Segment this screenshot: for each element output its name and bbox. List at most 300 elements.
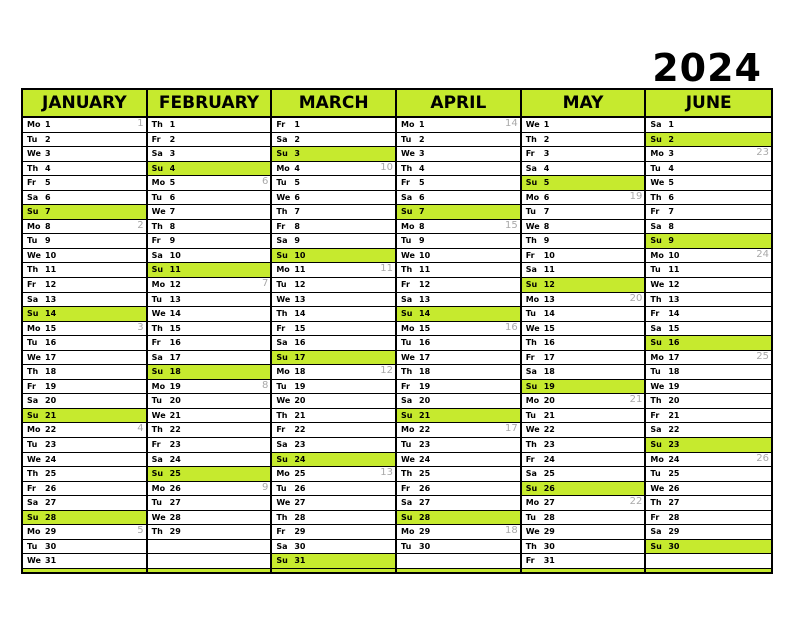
day-number: 13	[419, 294, 431, 304]
day-row	[272, 554, 395, 569]
day-row	[646, 394, 771, 409]
weekday-label: Fr	[525, 149, 535, 159]
day-number: 4	[419, 163, 425, 173]
day-number: 12	[419, 280, 431, 290]
week-number: 20	[629, 292, 643, 304]
day-number: 16	[169, 338, 181, 348]
weekday-label: Tu	[151, 294, 162, 304]
weekday-label: Su	[650, 134, 662, 144]
day-number: 17	[419, 352, 431, 362]
day-row	[272, 162, 395, 177]
day-row	[148, 423, 271, 438]
day-number: 8	[668, 221, 674, 231]
day-row	[23, 482, 146, 497]
week-number: 18	[504, 525, 518, 537]
day-row	[397, 525, 520, 540]
weekday-label: Tu	[151, 192, 162, 202]
day-number: 8	[419, 221, 425, 231]
day-number: 31	[45, 556, 57, 566]
weekday-label: We	[27, 149, 41, 159]
day-row	[23, 234, 146, 249]
day-number: 26	[668, 483, 680, 493]
month-header: MARCH	[272, 90, 395, 118]
day-number: 11	[169, 265, 181, 275]
day-number: 4	[45, 163, 51, 173]
day-number: 30	[668, 541, 680, 551]
day-row	[272, 118, 395, 133]
weekday-label: Tu	[401, 134, 412, 144]
day-row	[397, 467, 520, 482]
day-row	[272, 438, 395, 453]
day-row	[23, 467, 146, 482]
weekday-label: Mo	[27, 425, 41, 435]
weekday-label: Tu	[650, 367, 661, 377]
day-row	[522, 162, 645, 177]
weekday-label: Fr	[276, 425, 286, 435]
day-number: 1	[543, 120, 550, 129]
weekday-label: Tu	[525, 309, 536, 319]
day-number: 15	[294, 323, 306, 333]
weekday-label: We	[151, 410, 166, 420]
weekday-label: We	[525, 425, 540, 435]
day-number: 26	[543, 483, 555, 493]
weekday-label: Mo	[401, 221, 415, 231]
weekday-label: Mo	[401, 120, 415, 129]
day-row	[397, 423, 520, 438]
week-number: 5	[137, 525, 144, 537]
weekday-label: Fr	[650, 512, 660, 522]
day-row	[148, 162, 271, 177]
bottom-band	[646, 569, 771, 572]
day-row	[148, 278, 271, 293]
week-number: 23	[756, 147, 770, 159]
day-row	[646, 205, 771, 220]
week-number: 17	[504, 423, 518, 435]
day-number: 24	[668, 454, 680, 464]
day-number: 31	[543, 556, 555, 566]
day-row	[148, 365, 271, 380]
weekday-label: Sa	[525, 265, 537, 275]
weekday-label: Sa	[27, 396, 39, 406]
weekday-label: Fr	[401, 381, 410, 391]
day-number: 13	[543, 294, 555, 304]
day-number: 2	[169, 134, 176, 144]
day-row	[646, 234, 771, 249]
day-row	[23, 278, 146, 293]
weekday-label: Fr	[525, 454, 535, 464]
day-row	[272, 176, 395, 191]
day-number: 25	[294, 469, 306, 479]
month-header: JUNE	[646, 90, 771, 118]
weekday-label: Mo	[27, 221, 41, 231]
day-row	[272, 133, 395, 148]
weekday-label: Th	[151, 425, 163, 435]
weekday-label: Su	[27, 512, 39, 522]
day-row	[272, 525, 395, 540]
weekday-label: Fr	[401, 178, 410, 188]
day-number: 17	[45, 352, 57, 362]
weekday-label: Mo	[276, 469, 290, 479]
day-number: 18	[169, 367, 181, 377]
day-number: 2	[45, 134, 51, 144]
day-number: 14	[169, 309, 181, 319]
weekday-label: Tu	[151, 396, 162, 406]
day-row	[397, 540, 520, 555]
weekday-label: Th	[27, 367, 39, 377]
day-row	[23, 380, 146, 395]
day-number: 9	[419, 236, 425, 246]
weekday-label: Sa	[650, 120, 662, 129]
day-row	[397, 511, 520, 526]
weekday-label: Tu	[27, 134, 38, 144]
day-number: 10	[419, 250, 431, 260]
weekday-label: Su	[151, 469, 164, 479]
weekday-label: Su	[276, 556, 288, 566]
weekday-label: Su	[401, 410, 413, 420]
day-number: 14	[45, 309, 57, 319]
weekday-label: We	[650, 280, 665, 290]
day-number: 6	[668, 192, 674, 202]
weekday-label: Sa	[276, 541, 288, 551]
day-row	[646, 380, 771, 395]
day-row	[272, 453, 395, 468]
weekday-label: We	[525, 120, 540, 129]
day-number: 9	[668, 236, 674, 246]
weekday-label: Su	[525, 178, 538, 188]
week-number: 12	[380, 365, 394, 377]
day-row	[23, 293, 146, 308]
day-row	[397, 263, 520, 278]
day-row	[646, 176, 771, 191]
day-number: 29	[668, 527, 680, 537]
weekday-label: We	[151, 512, 166, 522]
day-row	[522, 394, 645, 409]
weekday-label: Sa	[401, 498, 413, 508]
day-number: 17	[668, 352, 680, 362]
day-row	[646, 263, 771, 278]
day-number: 16	[419, 338, 431, 348]
weekday-label: Su	[27, 207, 39, 217]
day-row	[397, 234, 520, 249]
day-row	[522, 482, 645, 497]
day-number: 21	[543, 410, 555, 420]
weekday-label: Th	[650, 396, 662, 406]
day-row	[397, 133, 520, 148]
month-header: APRIL	[397, 90, 520, 118]
day-number: 12	[294, 280, 306, 290]
weekday-label: Th	[650, 294, 662, 304]
weekday-label: Th	[525, 541, 537, 551]
day-number: 25	[419, 469, 431, 479]
weekday-label: Tu	[151, 498, 162, 508]
day-row	[272, 496, 395, 511]
weekday-label: Su	[525, 483, 538, 493]
day-row	[522, 205, 645, 220]
day-number: 15	[169, 323, 181, 333]
weekday-label: Mo	[525, 192, 540, 202]
day-row	[148, 234, 271, 249]
day-number: 18	[668, 367, 680, 377]
day-row	[397, 380, 520, 395]
day-number: 28	[543, 512, 555, 522]
empty-row	[148, 540, 271, 555]
weekday-label: Fr	[650, 309, 660, 319]
weekday-label: Fr	[27, 280, 36, 290]
day-row	[522, 133, 645, 148]
day-row	[23, 249, 146, 264]
day-row	[272, 336, 395, 351]
month-column-may	[522, 90, 647, 572]
day-row	[522, 423, 645, 438]
weekday-label: Tu	[401, 236, 412, 246]
day-row	[646, 336, 771, 351]
day-number: 20	[419, 396, 431, 406]
day-number: 12	[668, 280, 680, 290]
weekday-label: Sa	[276, 440, 288, 450]
day-row	[272, 278, 395, 293]
day-number: 3	[45, 149, 51, 159]
weekday-label: Mo	[525, 498, 540, 508]
calendar-grid	[21, 88, 773, 574]
weekday-label: Mo	[276, 367, 290, 377]
day-row	[23, 176, 146, 191]
day-row	[397, 278, 520, 293]
month-column-april	[397, 90, 522, 572]
day-row	[522, 336, 645, 351]
week-number: 1	[137, 118, 144, 129]
weekday-label: We	[401, 352, 415, 362]
day-number: 18	[543, 367, 555, 377]
weekday-label: We	[650, 381, 665, 391]
day-row	[397, 293, 520, 308]
weekday-label: Tu	[276, 483, 287, 493]
weekday-label: Fr	[276, 323, 286, 333]
weekday-label: Su	[401, 309, 413, 319]
day-row	[23, 438, 146, 453]
weekday-label: We	[401, 149, 415, 159]
day-number: 30	[543, 541, 555, 551]
day-row	[522, 540, 645, 555]
weekday-label: We	[650, 178, 665, 188]
day-row	[646, 540, 771, 555]
day-number: 24	[419, 454, 431, 464]
day-row	[272, 249, 395, 264]
weekday-label: Tu	[650, 469, 661, 479]
day-number: 24	[294, 454, 306, 464]
day-row	[272, 234, 395, 249]
weekday-label: Su	[276, 250, 288, 260]
day-row	[272, 351, 395, 366]
day-row	[272, 482, 395, 497]
weekday-label: We	[27, 352, 41, 362]
week-number: 11	[380, 263, 394, 275]
day-row	[522, 307, 645, 322]
day-row	[148, 263, 271, 278]
weekday-label: Th	[27, 163, 39, 173]
month-column-march	[272, 90, 397, 572]
weekday-label: Th	[650, 498, 662, 508]
day-number: 19	[294, 381, 306, 391]
weekday-label: Tu	[401, 440, 412, 450]
weekday-label: Fr	[151, 236, 161, 246]
day-row	[646, 307, 771, 322]
day-row	[397, 205, 520, 220]
week-number: 8	[261, 379, 269, 391]
day-number: 19	[45, 381, 57, 391]
day-row	[272, 540, 395, 555]
weekday-label: Sa	[401, 294, 413, 304]
weekday-label: Th	[401, 163, 413, 173]
day-number: 13	[294, 294, 306, 304]
weekday-label: Sa	[151, 250, 163, 260]
weekday-label: Sa	[650, 527, 662, 537]
weekday-label: Su	[276, 352, 288, 362]
day-row	[148, 525, 271, 540]
day-row	[272, 220, 395, 235]
day-number: 17	[294, 352, 306, 362]
day-number: 11	[668, 265, 680, 275]
day-row	[646, 147, 771, 162]
day-row	[522, 365, 645, 380]
day-row	[148, 409, 271, 424]
day-row	[397, 453, 520, 468]
day-number: 5	[45, 178, 51, 188]
day-row	[148, 380, 271, 395]
day-row	[397, 394, 520, 409]
weekday-label: We	[27, 556, 41, 566]
weekday-label: Su	[650, 236, 662, 246]
day-row	[23, 263, 146, 278]
weekday-label: Su	[151, 367, 164, 377]
day-row	[148, 453, 271, 468]
weekday-label: Sa	[151, 454, 163, 464]
day-row	[148, 176, 271, 191]
day-row	[148, 482, 271, 497]
weekday-label: Mo	[27, 527, 41, 537]
day-row	[522, 220, 645, 235]
day-row	[397, 249, 520, 264]
week-number: 15	[504, 219, 518, 231]
weekday-label: Su	[401, 512, 413, 522]
day-row	[272, 307, 395, 322]
weekday-label: We	[401, 454, 415, 464]
day-row	[148, 322, 271, 337]
day-number: 6	[419, 192, 425, 202]
day-row	[522, 293, 645, 308]
day-row	[23, 540, 146, 555]
day-row	[522, 263, 645, 278]
day-number: 3	[668, 149, 674, 159]
bottom-band	[272, 569, 395, 572]
day-row	[397, 220, 520, 235]
day-row	[522, 453, 645, 468]
week-number: 7	[261, 278, 269, 290]
day-row	[148, 438, 271, 453]
day-number: 10	[45, 250, 57, 260]
weekday-label: Tu	[27, 338, 38, 348]
weekday-label: Th	[27, 469, 39, 479]
day-number: 22	[45, 425, 57, 435]
bottom-band	[148, 569, 271, 572]
weekday-label: Su	[151, 163, 164, 173]
day-row	[23, 365, 146, 380]
weekday-label: Th	[276, 410, 288, 420]
weekday-label: Sa	[650, 221, 662, 231]
week-number: 21	[629, 394, 643, 406]
weekday-label: Fr	[525, 250, 535, 260]
day-number: 16	[45, 338, 57, 348]
day-number: 29	[169, 527, 181, 537]
day-number: 13	[45, 294, 57, 304]
day-row	[23, 205, 146, 220]
day-number: 10	[543, 250, 555, 260]
weekday-label: Mo	[525, 294, 540, 304]
day-row	[272, 293, 395, 308]
day-row	[522, 147, 645, 162]
weekday-label: Sa	[650, 425, 662, 435]
day-row	[272, 423, 395, 438]
weekday-label: Th	[276, 309, 288, 319]
day-number: 21	[419, 410, 431, 420]
week-number: 9	[261, 481, 269, 493]
weekday-label: Mo	[27, 323, 41, 333]
week-number: 26	[756, 452, 770, 464]
day-number: 7	[419, 207, 425, 217]
day-number: 20	[169, 396, 181, 406]
day-number: 22	[294, 425, 306, 435]
day-row	[397, 351, 520, 366]
weekday-label: Tu	[525, 512, 536, 522]
day-row	[148, 511, 271, 526]
weekday-label: Th	[525, 134, 537, 144]
day-row	[272, 394, 395, 409]
day-number: 20	[294, 396, 306, 406]
day-number: 22	[419, 425, 431, 435]
weekday-label: Su	[276, 149, 288, 159]
weekday-label: Th	[401, 265, 413, 275]
weekday-label: Th	[525, 338, 537, 348]
day-row	[397, 191, 520, 206]
day-number: 11	[419, 265, 431, 275]
day-row	[397, 176, 520, 191]
day-number: 18	[294, 367, 306, 377]
weekday-label: Mo	[151, 280, 166, 290]
day-row	[148, 307, 271, 322]
day-row	[646, 409, 771, 424]
day-row	[148, 205, 271, 220]
week-number: 13	[380, 467, 394, 479]
week-number: 22	[629, 496, 643, 508]
weekday-label: Tu	[650, 163, 661, 173]
day-number: 19	[543, 381, 555, 391]
day-row	[522, 496, 645, 511]
empty-row	[397, 554, 520, 569]
day-row	[272, 147, 395, 162]
weekday-label: Su	[650, 440, 662, 450]
weekday-label: Tu	[27, 541, 38, 551]
day-number: 21	[294, 410, 306, 420]
day-row	[23, 525, 146, 540]
day-number: 6	[294, 192, 300, 202]
weekday-label: Mo	[650, 149, 664, 159]
day-row	[397, 147, 520, 162]
weekday-label: We	[27, 454, 41, 464]
day-row	[646, 278, 771, 293]
day-row	[23, 496, 146, 511]
day-row	[23, 118, 146, 133]
day-number: 4	[668, 163, 674, 173]
weekday-label: We	[151, 309, 166, 319]
